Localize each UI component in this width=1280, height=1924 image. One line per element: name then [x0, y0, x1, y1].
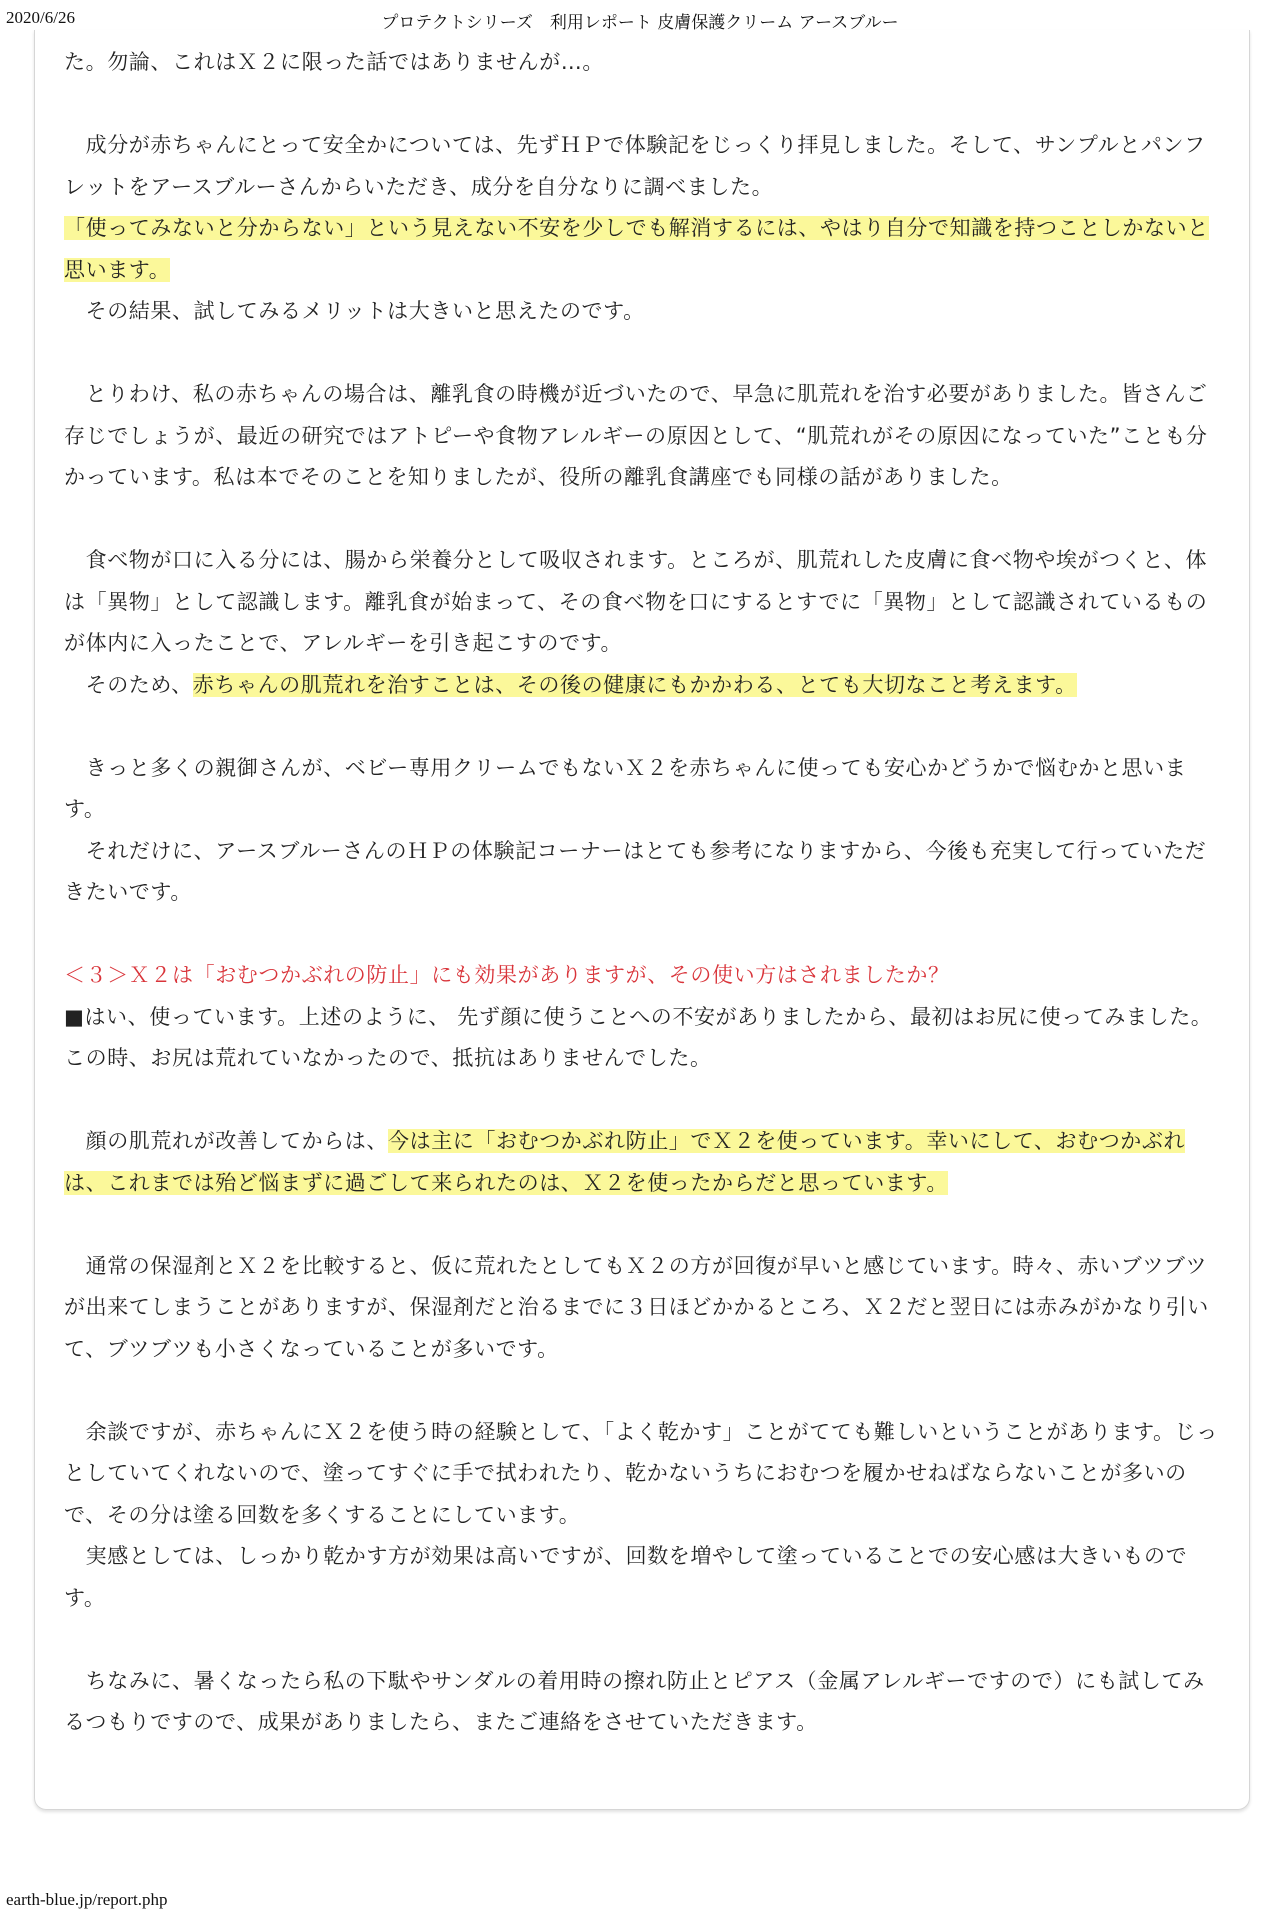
paragraph: 余談ですが、赤ちゃんにＸ２を使う時の経験として、「よく乾かす」ことがてても難しいということがあります。じっとしていてくれないので、塗ってすぐに手で拭われたり、乾かないうちにおむつを履かせねばならないことが多いので、その分は塗る回数を多くすることにしています。: [64, 1419, 1218, 1527]
paragraph: 実感としては、しっかり乾かす方が効果は高いですが、回数を増やして塗っていることでの安心感は大きいものです。: [64, 1544, 1188, 1610]
paragraph-lead: そのため、: [64, 672, 193, 697]
paragraph: [64, 1121, 1226, 1204]
paragraph: きっと多くの親御さんが、ベビー専用クリームでもないＸ２を赤ちゃんに使っても安心かどうかで悩むかと思います。: [64, 755, 1187, 821]
print-url: earth-blue.jp/report.php: [6, 1890, 168, 1909]
question-heading: ＜３＞Ｘ２は「おむつかぶれの防止」にも効果がありますが、その使い方はされましたか？: [64, 963, 950, 987]
highlight: 「使ってみないと分からない」という見えない不安を少しでも解消するには、やはり自分で知識を持つことしかないと思います。: [64, 216, 1209, 282]
highlight: 今は主に「おむつかぶれ防止」でＸ２を使っています。幸いにして、おむつかぶれは、これまでは殆ど悩まずに過ごして来られたのは、Ｘ２を使ったからだと思っています。: [64, 1129, 1186, 1195]
article-body: [64, 42, 1226, 1744]
answer-paragraph: ■はい、使っています。上述のように、 先ず顔に使うことへの不安がありましたから、最初はお尻に使ってみました。この時、お尻は荒れていなかったので、抵抗はありませんでした。: [64, 1004, 1213, 1070]
highlight: 赤ちゃんの肌荒れを治すことは、その後の健康にもかかわる、とても大切なこと考えます。: [192, 672, 1077, 697]
paragraph: た。勿論、これはＸ２に限った話ではありませんが…。: [64, 50, 604, 74]
print-date: 2020/6/26: [6, 8, 75, 27]
paragraph: ちなみに、暑くなったら私の下駄やサンダルの着用時の擦れ防止とピアス（金属アレルギーですので）にも試してみるつもりですので、成果がありましたら、またご連絡をさせていただきます。: [64, 1668, 1205, 1734]
paragraph-highlighted: [64, 208, 1226, 291]
paragraph: 成分が赤ちゃんにとって安全かについては、先ずＨＰで体験記をじっくり拝見しました。そして、サンプルとパンフレットをアースブルーさんからいただき、成分を自分なりに調べました。: [64, 133, 1206, 199]
paragraph: 通常の保湿剤とＸ２を比較すると、仮に荒れたとしてもＸ２の方が回復が早いと感じています。時々、赤いブツブツが出来てしまうことがありますが、保湿剤だと治るまでに３日ほどかかるところ、Ｘ２だと翌日には赤みがかなり引いて、ブツブツも小さくなっていることが多いです。: [64, 1253, 1209, 1361]
print-title: プロテクトシリーズ 利用レポート 皮膚保護クリーム アースブルー: [381, 13, 899, 33]
paragraph: その結果、試してみるメリットは大きいと思えたのです。: [64, 299, 645, 323]
paragraph-lead: 顔の肌荒れが改善してからは、: [64, 1129, 388, 1153]
paragraph: 食べ物が口に入る分には、腸から栄養分として吸収されます。ところが、肌荒れした皮膚に食べ物や埃がつくと、体は「異物」として認識します。離乳食が始まって、その食べ物を口にするとすでに「異物」として認識されているものが体内に入ったことで、アレルギーを引き起こすのです。: [64, 548, 1208, 655]
paragraph: それだけに、アースブルーさんのＨＰの体験記コーナーはとても参考になりますから、今後も充実して行っていただきたいです。: [64, 838, 1207, 904]
paragraph: [64, 665, 1226, 707]
paragraph: とりわけ、私の赤ちゃんの場合は、離乳食の時機が近づいたので、早急に肌荒れを治す必要がありました。皆さんご存じでしょうが、最近の研究ではアトピーや食物アレルギーの原因として、“肌荒れがその原因になっていた”ことも分かっています。私は本でそのことを知りましたが、役所の離乳食講座でも同様の話がありました。: [64, 382, 1208, 489]
